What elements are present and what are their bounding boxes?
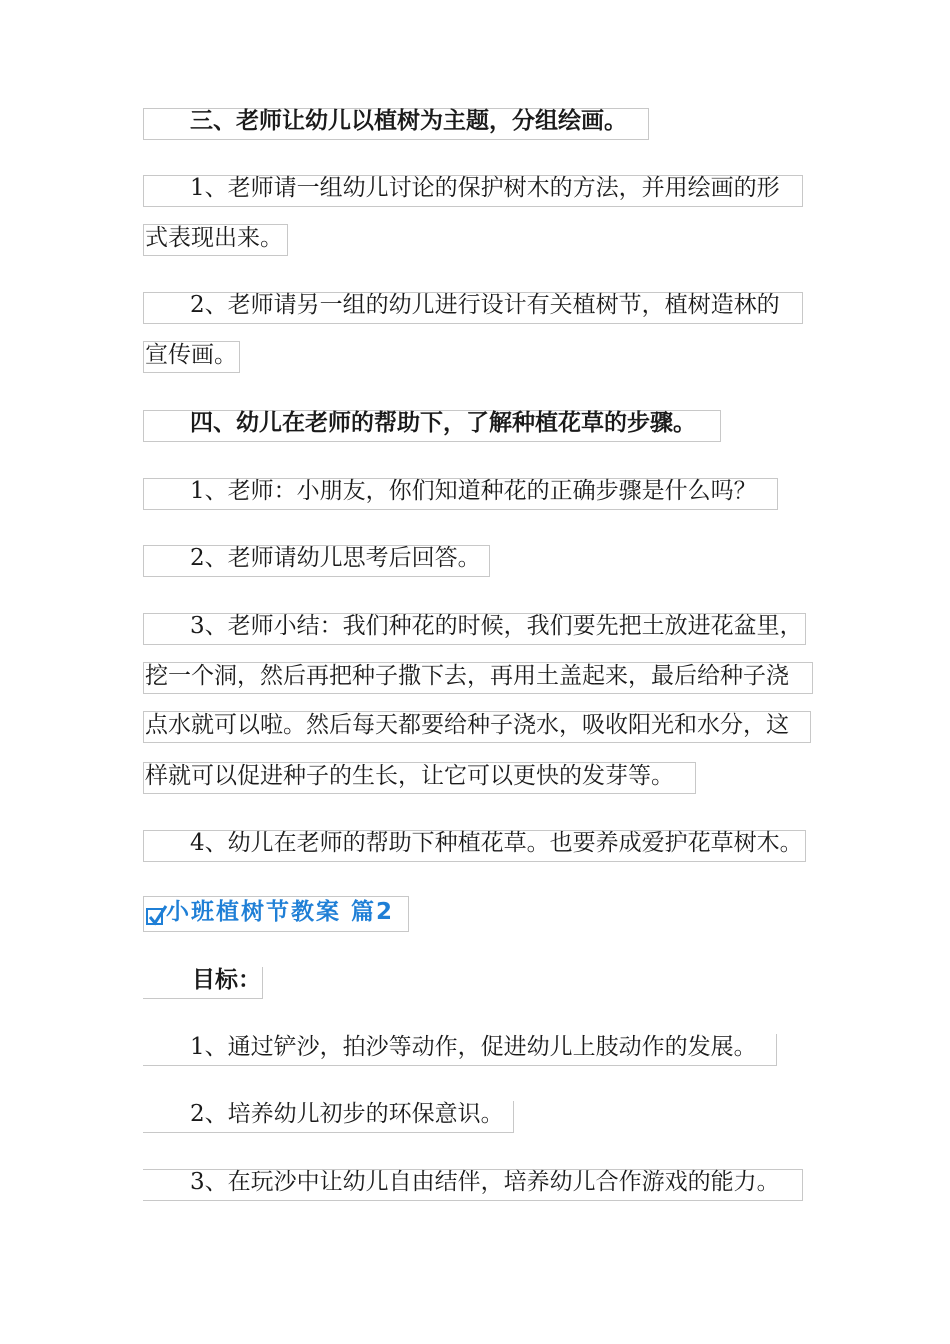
- paragraph-line: 4、幼儿在老师的帮助下种植花草。也要养成爱护花草树木。: [190, 830, 803, 856]
- paragraph-line: 3、老师小结：我们种花的时候，我们要先把土放进花盆里，: [190, 613, 803, 639]
- lesson-title: 小班植树节教案 篇2: [166, 899, 395, 925]
- paragraph-line: 挖一个洞，然后再把种子撒下去，再用土盖起来，最后给种子浇: [145, 663, 789, 689]
- paragraph-line: 2、老师请另一组的幼儿进行设计有关植树节，植树造林的: [190, 292, 780, 318]
- goal-item: 1、通过铲沙，拍沙等动作，促进幼儿上肢动作的发展。: [190, 1034, 757, 1060]
- goal-item: 3、在玩沙中让幼儿自由结伴，培养幼儿合作游戏的能力。: [190, 1169, 780, 1195]
- section-heading: 三、老师让幼儿以植树为主题，分组绘画。: [190, 108, 627, 134]
- paragraph-line: 点水就可以啦。然后每天都要给种子浇水，吸收阳光和水分，这: [145, 712, 789, 738]
- paragraph-line: 1、老师：小朋友，你们知道种花的正确步骤是什么吗？: [190, 478, 757, 504]
- paragraph-line: 2、老师请幼儿思考后回答。: [190, 545, 481, 571]
- paragraph-line: 样就可以促进种子的生长，让它可以更快的发芽等。: [145, 763, 674, 789]
- goal-item: 2、培养幼儿初步的环保意识。: [190, 1101, 504, 1127]
- paragraph-line: 宣传画。: [145, 342, 237, 368]
- paragraph-line: 1、老师请一组幼儿讨论的保护树木的方法，并用绘画的形: [190, 175, 780, 201]
- section-heading: 四、幼儿在老师的帮助下，了解种植花草的步骤。: [190, 410, 696, 436]
- checkmark-icon: [148, 904, 168, 926]
- paragraph-line: 式表现出来。: [145, 225, 283, 251]
- checkbox-icon: [146, 908, 163, 925]
- goals-label: 目标：: [192, 967, 261, 993]
